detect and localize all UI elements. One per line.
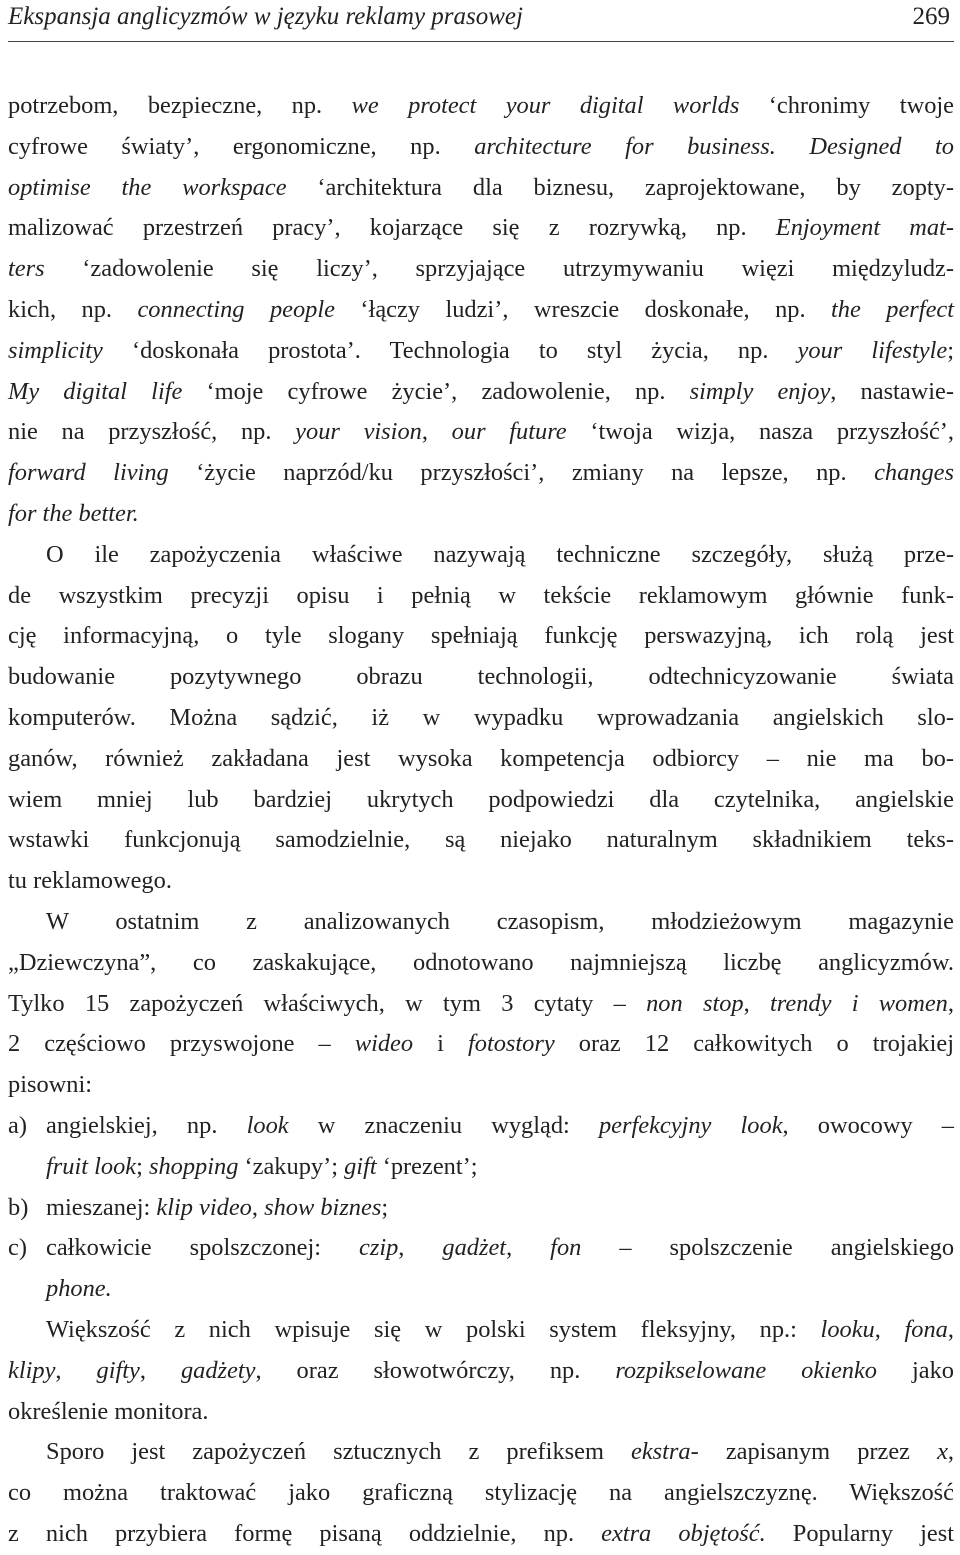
- italic-term: fotostory: [467, 1030, 555, 1058]
- italic-term: klipy: [8, 1356, 56, 1384]
- text-run: ,: [743, 989, 771, 1017]
- text-run: komputerów. Można sądzić, iż w wypadku wprowadzania angielskich slo-: [8, 703, 954, 731]
- text-run: de wszystkim precyzji opisu i pełnią w tekście reklamowym głównie funk-: [8, 581, 954, 609]
- text-run: ‘łączy ludzi’, wreszcie doskonałe, np.: [334, 295, 832, 323]
- text-run: tu reklamowego.: [8, 867, 172, 895]
- text-run: , nastawie-: [830, 377, 954, 405]
- italic-term: fruit look: [46, 1152, 137, 1180]
- text-line: [8, 657, 954, 698]
- list-item-label: b): [8, 1193, 29, 1221]
- text-run: ,: [947, 1315, 954, 1343]
- text-run: określenie monitora.: [8, 1397, 209, 1425]
- text-run: co można traktować jako graficzną stylizację na angielszczyznę. Większość: [8, 1479, 954, 1507]
- italic-term: your vision: [295, 418, 422, 446]
- text-run: ,: [506, 1234, 551, 1262]
- italic-term: show biznes: [264, 1193, 382, 1221]
- text-run: 2 częściowo przyswojone –: [8, 1030, 355, 1058]
- italic-term: Enjoyment mat-: [775, 214, 955, 242]
- text-run: cję informacyjną, o tyle slogany spełniają funkcję perswazyjną, ich rolą jest: [8, 622, 954, 650]
- text-line: [8, 412, 954, 453]
- italic-term: simply enjoy: [689, 377, 831, 405]
- text-run: ;: [136, 1152, 149, 1180]
- text-run: ‘architektura dla biznesu, zaprojektowane, by zopty-: [286, 173, 954, 201]
- text-line: [8, 127, 954, 168]
- italic-term: architecture for business. Designed to: [474, 132, 954, 160]
- italic-term: phone.: [46, 1275, 112, 1303]
- italic-term: your lifestyle: [797, 336, 948, 364]
- text-run: ‘doskonała prostota’. Technologia to styl życia, np.: [102, 336, 798, 364]
- text-run: ‘prezent’;: [376, 1152, 478, 1180]
- paragraph-p3: [8, 902, 954, 1106]
- text-run: nie na przyszłość, np.: [8, 418, 296, 446]
- paragraph-list: [8, 1106, 954, 1310]
- text-run: angielskiej, np.: [46, 1111, 247, 1139]
- italic-term: look: [246, 1111, 289, 1139]
- text-run: ,: [398, 1234, 443, 1262]
- italic-term: non stop: [646, 989, 744, 1017]
- text-run: kich, np.: [8, 295, 138, 323]
- text-run: O ile zapożyczenia właściwe nazywają techniczne szczegóły, służą prze-: [46, 540, 954, 568]
- text-line: [8, 372, 954, 413]
- text-run: budowanie pozytywnego obrazu technologii, odtechnicyzowanie świata: [8, 663, 954, 691]
- body-text: [8, 86, 954, 1555]
- italic-term: forward living: [8, 459, 169, 487]
- text-line: [8, 1269, 954, 1310]
- text-line: [8, 494, 954, 535]
- text-run: mieszanej:: [46, 1193, 157, 1221]
- italic-term: trendy i women: [770, 989, 948, 1017]
- text-line: [8, 168, 954, 209]
- text-run: - zapisanym przez: [690, 1438, 938, 1466]
- text-line: [8, 1310, 954, 1351]
- text-run: Większość z nich wpisuje się w polski system fleksyjny, np.:: [46, 1315, 821, 1343]
- paragraph-p4: [8, 1310, 954, 1432]
- text-run: „Dziewczyna”, co zaskakujące, odnotowano najmniejszą liczbę anglicyzmów.: [8, 948, 954, 976]
- italic-term: for the better.: [8, 499, 139, 527]
- italic-term: fon: [550, 1234, 582, 1262]
- running-title: Ekspansja anglicyzmów w języku reklamy prasowej: [8, 3, 523, 30]
- text-run: ,: [947, 1438, 954, 1466]
- header-divider: [8, 41, 954, 42]
- text-run: wiem mniej lub bardziej ukrytych podpowiedzi dla czytelnika, angielskie: [8, 785, 954, 813]
- text-line: [8, 861, 954, 902]
- text-run: potrzebom, bezpieczne, np.: [8, 92, 352, 119]
- italic-term: klip video: [156, 1193, 252, 1221]
- italic-term: My digital life: [8, 377, 183, 405]
- text-line: [8, 453, 954, 494]
- italic-term: gift: [344, 1152, 377, 1180]
- page-number: 269: [912, 3, 950, 30]
- text-run: z nich przybiera formę pisaną oddzielnie, np.: [8, 1519, 602, 1547]
- text-run: ,: [421, 418, 452, 446]
- text-run: , owocowy –: [782, 1111, 955, 1139]
- text-run: ,: [139, 1356, 181, 1384]
- text-run: ,: [55, 1356, 97, 1384]
- text-run: Sporo jest zapożyczeń sztucznych z prefiksem: [46, 1438, 632, 1466]
- text-line: [8, 780, 954, 821]
- text-line: [8, 290, 954, 331]
- text-line: [8, 616, 954, 657]
- text-line: [8, 331, 954, 372]
- text-line: [8, 698, 954, 739]
- text-run: ;: [947, 336, 954, 364]
- text-line: [8, 208, 954, 249]
- text-line: [8, 535, 954, 576]
- italic-term: wideo: [354, 1030, 414, 1058]
- italic-term: x: [937, 1438, 948, 1466]
- italic-term: shopping: [148, 1152, 239, 1180]
- text-line: [8, 984, 954, 1025]
- text-run: ‘chronimy twoje: [739, 92, 954, 119]
- italic-term: fona: [904, 1315, 948, 1343]
- italic-term: connecting people: [137, 295, 335, 323]
- text-run: oraz 12 całkowitych o trojakiej: [554, 1030, 954, 1058]
- italic-term: changes: [874, 459, 954, 487]
- text-run: Popularny jest: [765, 1519, 955, 1547]
- text-run: W ostatnim z analizowanych czasopism, młodzieżowym magazynie: [46, 907, 954, 935]
- text-run: ,: [251, 1193, 265, 1221]
- text-line: [8, 1514, 954, 1555]
- text-run: ‘życie naprzód/ku przyszłości’, zmiany na lepsze, np.: [168, 459, 875, 487]
- text-line: [8, 902, 954, 943]
- text-line: [8, 576, 954, 617]
- text-line: [8, 1106, 954, 1147]
- text-run: ‘zakupy’;: [238, 1152, 345, 1180]
- text-line: [8, 1392, 954, 1433]
- text-line: [8, 820, 954, 861]
- text-line: [8, 86, 954, 127]
- text-line: [8, 739, 954, 780]
- text-line: [8, 1024, 954, 1065]
- italic-term: we protect your digital worlds: [351, 92, 740, 119]
- text-run: pisowni:: [8, 1071, 93, 1099]
- text-run: i: [413, 1030, 468, 1058]
- italic-term: czip: [359, 1234, 399, 1262]
- text-run: ,: [874, 1315, 905, 1343]
- text-line: [8, 1473, 954, 1514]
- text-run: wstawki funkcjonują samodzielnie, są niejako naturalnym składnikiem teks-: [8, 826, 954, 854]
- italic-term: extra objętość.: [601, 1519, 766, 1547]
- text-run: w znaczeniu wygląd:: [288, 1111, 599, 1139]
- italic-term: the perfect: [831, 295, 954, 323]
- text-run: jako: [877, 1356, 954, 1384]
- text-line: [8, 1228, 954, 1269]
- text-run: ‘twoja wizja, nasza przyszłość’,: [566, 418, 954, 446]
- italic-term: optimise the workspace: [8, 173, 287, 201]
- text-line: [8, 1351, 954, 1392]
- text-line: [8, 943, 954, 984]
- italic-term: our future: [451, 418, 567, 446]
- text-line: [8, 1065, 954, 1106]
- paragraph-p2: [8, 535, 954, 902]
- text-run: Tylko 15 zapożyczeń właściwych, w tym 3 cytaty –: [8, 989, 647, 1017]
- text-run: cyfrowe światy’, ergonomiczne, np.: [8, 132, 475, 160]
- running-header: [8, 2, 954, 32]
- italic-term: rozpikselowane okienko: [615, 1356, 878, 1384]
- text-run: – spolszczenie angielskiego: [581, 1234, 955, 1262]
- italic-term: perfekcyjny look: [598, 1111, 783, 1139]
- italic-term: gifty: [96, 1356, 140, 1384]
- italic-term: looku: [820, 1315, 875, 1343]
- text-run: , oraz słowotwórczy, np.: [255, 1356, 616, 1384]
- text-line: [8, 1432, 954, 1473]
- text-line: [8, 1188, 954, 1229]
- paragraph-p1: [8, 86, 954, 535]
- text-run: ,: [947, 989, 954, 1017]
- text-run: całkowicie spolszczonej:: [46, 1234, 359, 1262]
- text-line: [8, 1147, 954, 1188]
- italic-term: ters: [8, 255, 45, 283]
- text-run: malizować przestrzeń pracy’, kojarzące się z rozrywką, np.: [8, 214, 776, 242]
- italic-term: ekstra: [631, 1438, 691, 1466]
- italic-term: gadżet: [442, 1234, 507, 1262]
- text-run: ‘zadowolenie się liczy’, sprzyjające utrzymywaniu więzi międzyludz-: [44, 255, 954, 283]
- text-line: [8, 249, 954, 290]
- italic-term: simplicity: [8, 336, 103, 364]
- text-run: ‘moje cyfrowe życie’, zadowolenie, np.: [182, 377, 690, 405]
- text-run: ganów, również zakładana jest wysoka kompetencja odbiorcy – nie ma bo-: [8, 744, 954, 772]
- list-item-label: c): [8, 1234, 27, 1262]
- italic-term: gadżety: [180, 1356, 256, 1384]
- paragraph-p5: [8, 1432, 954, 1554]
- text-run: ;: [381, 1193, 389, 1221]
- list-item-label: a): [8, 1111, 27, 1139]
